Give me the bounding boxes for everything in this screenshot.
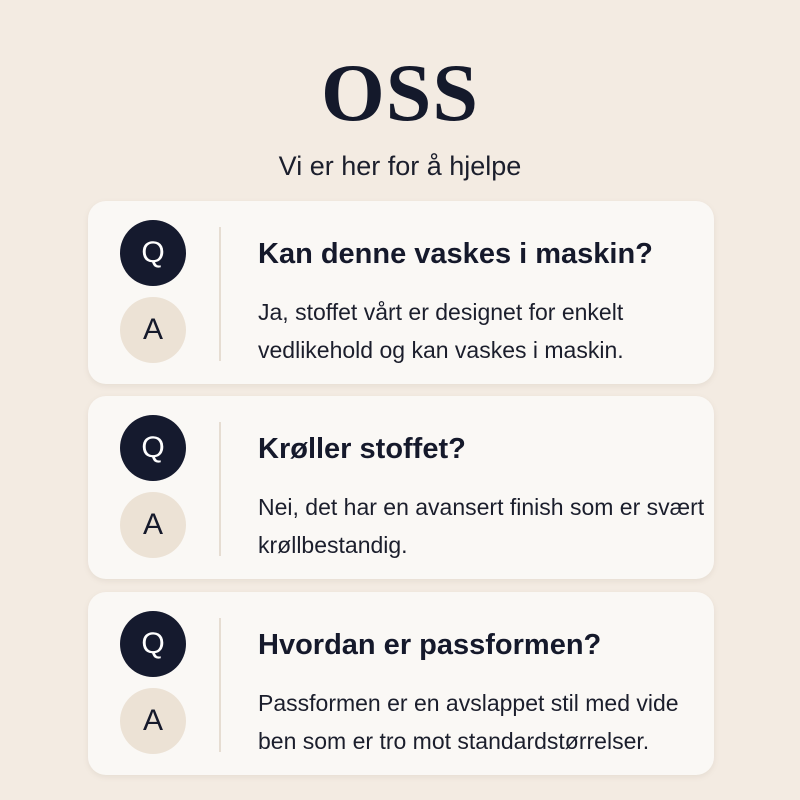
answer-badge-icon: A	[120, 492, 186, 558]
answer-badge-icon: A	[120, 297, 186, 363]
page-title: OSS	[321, 47, 479, 138]
faq-card	[88, 201, 714, 384]
faq-question: Hvordan er passformen?	[258, 629, 602, 661]
card-divider	[219, 422, 221, 556]
faq-answer: Nei, det har en avansert finish som er svært krøllbestandig.	[258, 494, 705, 558]
card-divider	[219, 227, 221, 361]
question-badge-icon: Q	[120, 415, 186, 481]
card-divider	[219, 618, 221, 752]
faq-question: Kan denne vaskes i maskin?	[258, 238, 653, 270]
faq-question: Krøller stoffet?	[258, 433, 466, 465]
question-badge-icon: Q	[120, 611, 186, 677]
faq-card	[88, 396, 714, 579]
answer-badge-icon: A	[120, 688, 186, 754]
faq-answer: Passformen er en avslappet stil med vide ben som er tro mot standardstørrelser.	[258, 690, 679, 754]
page-subtitle: Vi er her for å hjelpe	[278, 151, 522, 181]
faq-card	[88, 592, 714, 775]
faq-answer: Ja, stoffet vårt er designet for enkelt vedlikehold og kan vaskes i maskin.	[258, 299, 624, 363]
question-badge-icon: Q	[120, 220, 186, 286]
